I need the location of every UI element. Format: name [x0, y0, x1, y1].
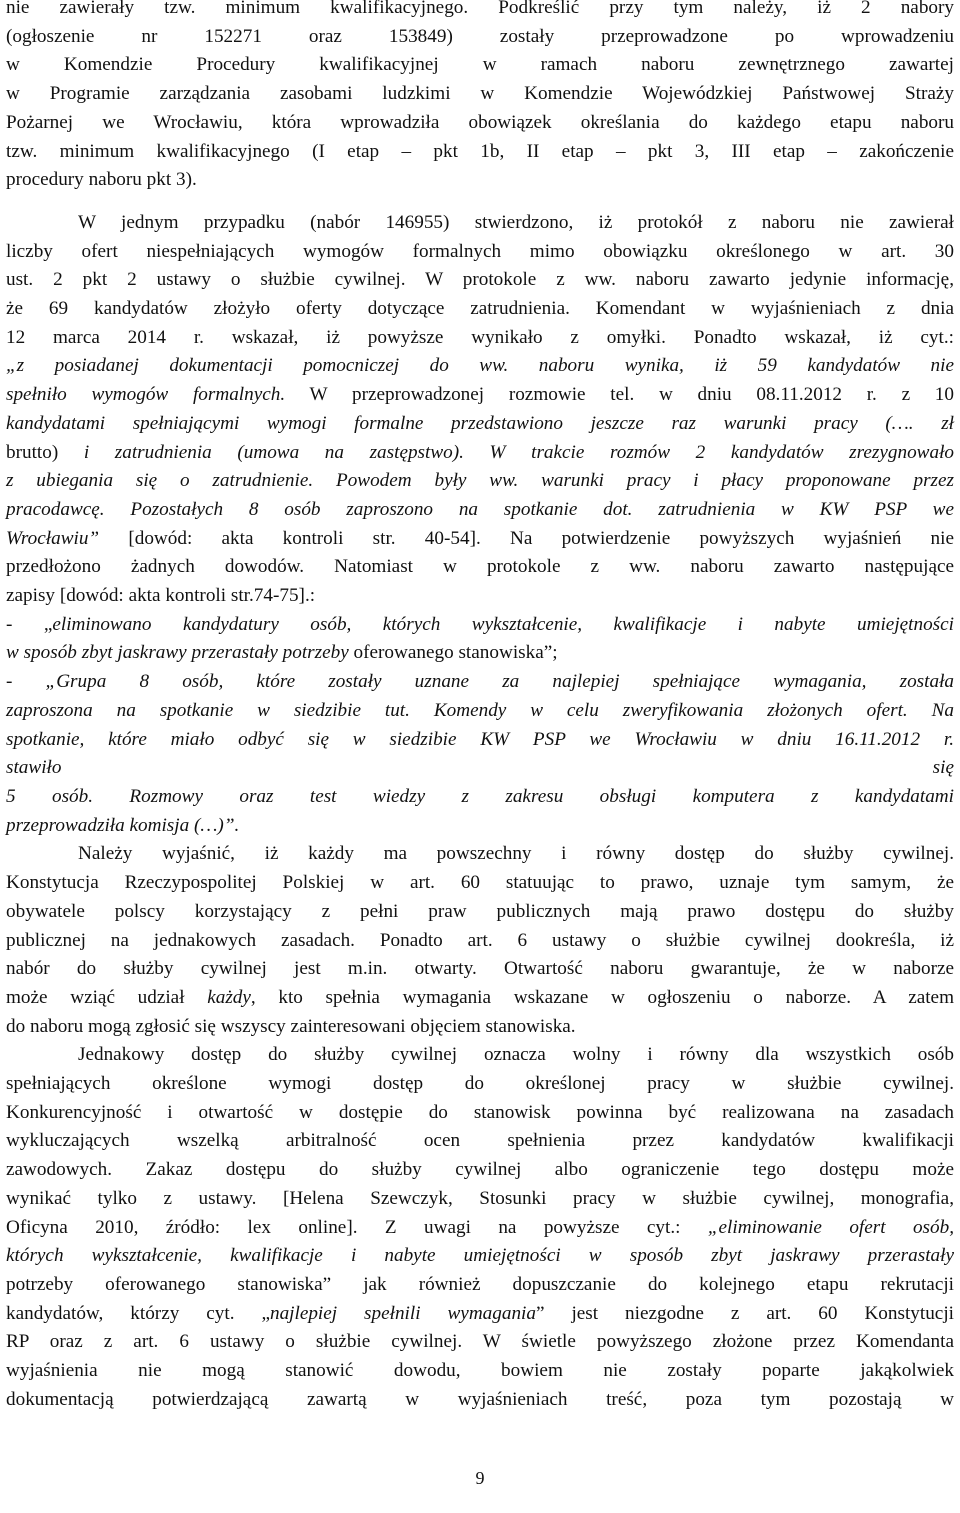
- text-fragment: Oficyna 2010, źródło: lex online]. Z uwagi na powyższe cyt.:: [6, 1216, 708, 1238]
- text-fragment: brutto): [6, 441, 59, 463]
- text-line: ust. 2 pkt 2 ustawy o służbie cywilnej. W protokole z ww. naboru zawarto jedynie informację,: [6, 269, 954, 291]
- text-line: Jednakowy dostęp do służby cywilnej oznacza wolny i równy dla wszystkich osób: [78, 1044, 954, 1066]
- text-line: wynikać tylko z ustawy. [Helena Szewczyk, Stosunki pracy w służbie cywilnej, monografia,: [6, 1187, 954, 1209]
- list-item-line: [6, 611, 954, 640]
- document-body: [6, 0, 954, 1414]
- text-line: liczby ofert niespełniających wymogów formalnych mimo obowiązku określonego w art. 30: [6, 240, 954, 262]
- quote-fragment: stawiło: [6, 757, 62, 779]
- quote-line: z ubiegania się o zatrudnienie. Powodem były ww. warunki pracy i płacy proponowane przez: [6, 470, 954, 492]
- text-line: zapisy [dowód: akta kontroli str.74-75].:: [6, 585, 316, 607]
- text-line: procedury naboru pkt 3).: [6, 169, 197, 191]
- text-line: potrzeby oferowanego stanowiska” jak również dopuszczanie do kolejnego etapu rekrutacji: [6, 1273, 954, 1295]
- text-line: [6, 984, 954, 1013]
- text-line: że 69 kandydatów złożyło oferty dotyczące zatrudnienia. Komendant w wyjaśnieniach z dnia: [6, 298, 954, 320]
- text-fragment: , kto spełnia wymagania wskazane w ogłoszeniu o naborze. A zatem: [250, 986, 954, 1008]
- quote-line: których wykształcenie, kwalifikacje i nabyte umiejętności w sposób zbyt jaskrawy przerastały: [6, 1245, 954, 1267]
- quote-fragment: eliminowano kandydatury osób, których wykształcenie, kwalifikacje i nabyte umiejętności: [52, 613, 954, 635]
- text-line: 12 marca 2014 r. wskazał, iż powyższe wynikało z omyłki. Ponadto wskazał, iż cyt.:: [6, 326, 954, 348]
- list-dash: - „: [6, 613, 53, 635]
- quote-fragment: spełniło wymogów formalnych.: [6, 384, 286, 406]
- quote-line: zaproszona na spotkanie w siedzibie tut. Komendy w celu zweryfikowania złożonych ofert. Na: [6, 699, 954, 721]
- text-line: Pożarnej we Wrocławiu, która wprowadziła obowiązek określania do każdego etapu naboru: [6, 111, 954, 133]
- quote-fragment: i zatrudnienia (umowa na zastępstwo). W trakcie rozmów 2 kandydatów zrezygnowało: [58, 441, 954, 463]
- text-line: Konstytucja Rzeczypospolitej Polskiej w art. 60 statuując to prawo, uznaje tym samym, że: [6, 872, 954, 894]
- paragraph-4: [6, 1041, 954, 1414]
- text-line: (ogłoszenie nr 152271 oraz 153849) zostały przeprowadzone po wprowadzeniu: [6, 25, 954, 47]
- text-line: nabór do służby cywilnej jest m.in. otwarty. Otwartość naboru gwarantuje, że w naborze: [6, 958, 954, 980]
- text-line: [6, 381, 954, 410]
- quote-fragment: Wrocławiu”: [6, 527, 100, 549]
- text-fragment: może wziąć udział: [6, 986, 208, 1008]
- text-line: obywatele polscy korzystający z pełni praw publicznych mają prawo dostępu do służby: [6, 900, 954, 922]
- page-number: 9: [475, 1468, 485, 1488]
- text-line: nie zawierały tzw. minimum kwalifikacyjnego. Podkreślić przy tym należy, iż 2 nabory: [6, 0, 954, 18]
- paragraph-1: [6, 0, 954, 195]
- text-line: do naboru mogą zgłosić się wszyscy zainteresowani objęciem stanowiska.: [6, 1015, 576, 1037]
- text-fragment: W przeprowadzonej rozmowie tel. w dniu 08.11.2012 r. z 10: [285, 384, 954, 406]
- text-line: wykluczających wszelką arbitralność ocen spełnienia przez kandydatów kwalifikacji: [6, 1130, 954, 1152]
- quote-line: kandydatami spełniającymi wymogi formalne przedstawiono jeszcze raz warunki pracy (…. zł: [6, 412, 954, 434]
- text-line: spełniających określone wymogi dostęp do określonej pracy w służbie cywilnej.: [6, 1073, 954, 1095]
- quote-line: „z posiadanej dokumentacji pomocniczej do ww. naboru wynika, iż 59 kandydatów nie: [6, 355, 954, 377]
- quote-line: 5 osób. Rozmowy oraz test wiedzy z zakresu obsługi komputera z kandydatami: [6, 785, 954, 807]
- text-line: zawodowych. Zakaz dostępu do służby cywilnej albo ograniczenie tego dostępu może: [6, 1159, 954, 1181]
- text-line: Konkurencyjność i otwartość w dostępie do stanowisk powinna być realizowana na zasadach: [6, 1101, 954, 1123]
- quote-line: przeprowadziła komisja (…)”.: [6, 814, 240, 836]
- text-line: wyjaśnienia nie mogą stanowić dowodu, bowiem nie zostały poparte jakąkolwiek: [6, 1360, 954, 1382]
- text-line: publicznej na jednakowych zasadach. Ponadto art. 6 ustawy o służbie cywilnej dookreśla, iż: [6, 929, 954, 951]
- quote-line: spotkanie, które miało odbyć się w siedzibie KW PSP we Wrocławiu w dniu 16.11.2012 r.: [6, 728, 954, 750]
- quote-fragment: się: [932, 757, 954, 779]
- quote-fragment: w sposób zbyt jaskrawy przerastały potrzeby: [6, 642, 349, 664]
- text-line: przedłożono żadnych dowodów. Natomiast w protokole z ww. naboru zawarto następujące: [6, 556, 954, 578]
- text-line: w Komendzie Procedury kwalifikacyjnej w ramach naboru zewnętrznego zawartej: [6, 54, 954, 76]
- list-item-line: [6, 639, 954, 668]
- list-item-line: - „Grupa 8 osób, które zostały uznane za najlepiej spełniające wymagania, została: [6, 671, 954, 693]
- text-line: W jednym przypadku (nabór 146955) stwierdzono, iż protokół z naboru nie zawierał: [78, 211, 954, 233]
- quote-line: pracodawcę. Pozostałych 8 osób zaproszono na spotkanie dot. zatrudnienia w KW PSP we: [6, 498, 954, 520]
- text-fragment: oferowanego stanowiska”;: [348, 642, 558, 664]
- paragraph-3: [6, 840, 954, 1041]
- text-line: [6, 439, 954, 468]
- text-line: [6, 1214, 954, 1243]
- text-line: Należy wyjaśnić, iż każdy ma powszechny i równy dostęp do służby cywilnej.: [78, 843, 954, 865]
- text-fragment: [dowód: akta kontroli str. 40-54]. Na potwierdzenie powyższych wyjaśnień nie: [99, 527, 954, 549]
- text-line: tzw. minimum kwalifikacyjnego (I etap – pkt 1b, II etap – pkt 3, III etap – zakończenie: [6, 140, 954, 162]
- quote-line: [6, 754, 954, 783]
- paragraph-2: [6, 209, 954, 840]
- quote-fragment: najlepiej spełnili wymagania: [269, 1302, 536, 1324]
- emphasis-fragment: każdy: [207, 986, 251, 1008]
- text-fragment: ” jest niezgodne z art. 60 Konstytucji: [535, 1302, 954, 1324]
- text-line: RP oraz z art. 6 ustawy o służbie cywilnej. W świetle powyższego złożone przez Komendanta: [6, 1331, 954, 1353]
- text-fragment: kandydatów, którzy cyt. „: [6, 1302, 270, 1324]
- text-line: w Programie zarządzania zasobami ludzkimi w Komendzie Wojewódzkiej Państwowej Straży: [6, 83, 954, 105]
- text-line: dokumentacją potwierdzającą zawartą w wyjaśnieniach treść, poza tym pozostają w: [6, 1388, 954, 1410]
- text-line: [6, 525, 954, 554]
- text-line: [6, 1300, 954, 1329]
- quote-fragment: „eliminowanie ofert osób,: [707, 1216, 954, 1238]
